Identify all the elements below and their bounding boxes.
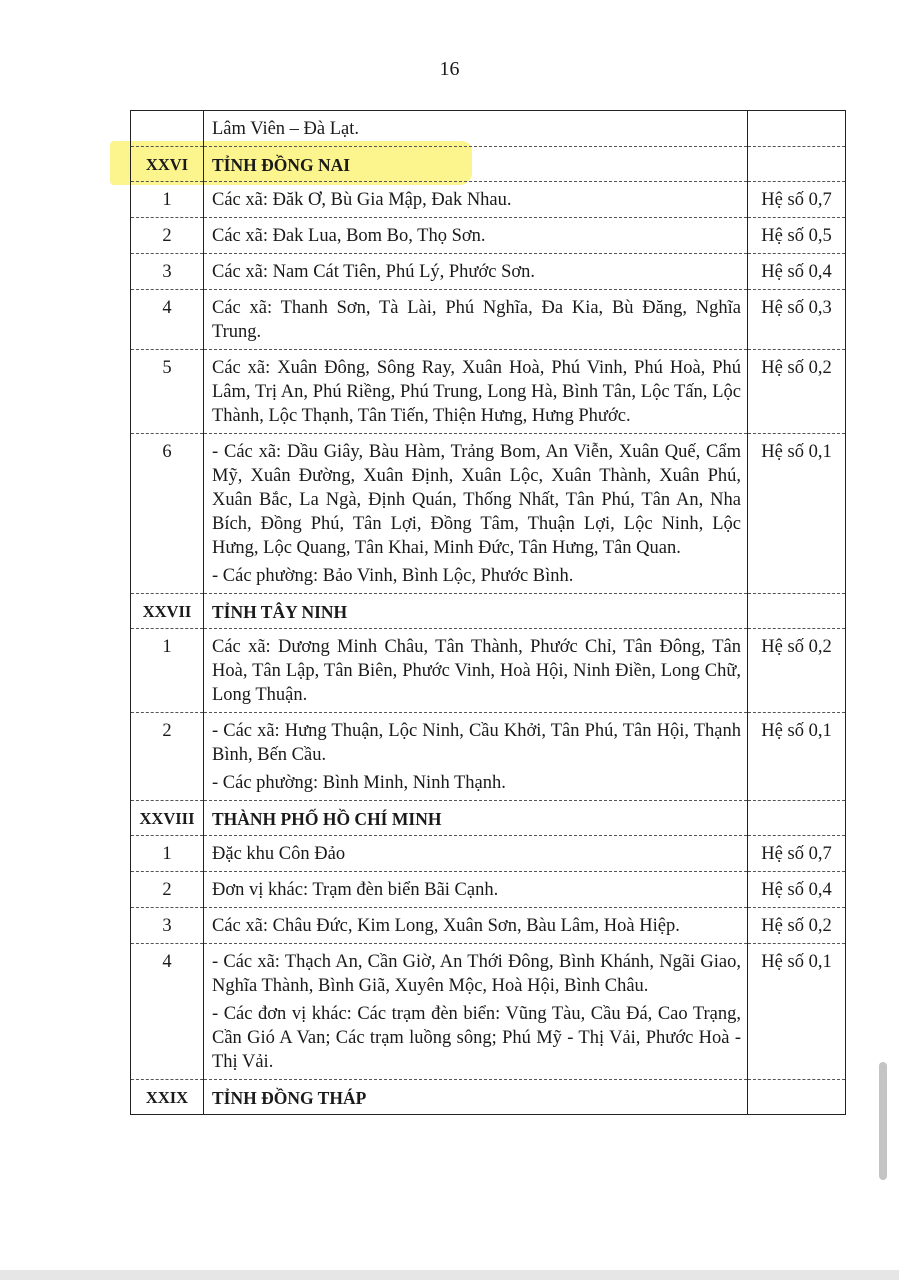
description-paragraph: Các xã: Châu Đức, Kim Long, Xuân Sơn, Bàu Lâm, Hoà Hiệp.: [212, 916, 680, 936]
coefficient-cell: Hệ số 0,4: [748, 872, 846, 908]
row-description: [204, 872, 748, 908]
coefficient-cell: Hệ số 0,2: [748, 908, 846, 944]
description-paragraph: - Các đơn vị khác: Các trạm đèn biển: Vũng Tàu, Cầu Đá, Cao Trạng, Cần Gió A Van; Các trạm luồng sông; Phú Mỹ - Thị Vải, Phước Hoà - Thị Vải.: [212, 1004, 741, 1072]
coefficient-cell: [748, 1080, 846, 1115]
coefficient-cell: Hệ số 0,4: [748, 254, 846, 290]
section-title: [204, 594, 748, 629]
section-number: XXVI: [131, 147, 204, 182]
table-row: [131, 944, 846, 1080]
description-paragraph: - Các xã: Hưng Thuận, Lộc Ninh, Cầu Khởi, Tân Phú, Tân Hội, Thạnh Bình, Bến Cầu.: [212, 721, 741, 765]
row-number: 5: [131, 350, 204, 434]
table-row: [131, 872, 846, 908]
table-row: [131, 629, 846, 713]
section-row: [131, 594, 846, 629]
row-description: [204, 290, 748, 350]
row-number: 4: [131, 944, 204, 1080]
coefficient-cell: Hệ số 0,5: [748, 218, 846, 254]
description-paragraph: TỈNH ĐỒNG THÁP: [212, 1088, 367, 1108]
coefficient-table: [130, 110, 846, 1115]
description-paragraph: TỈNH ĐỒNG NAI: [212, 155, 351, 175]
row-number: 1: [131, 836, 204, 872]
coefficient-cell: Hệ số 0,1: [748, 434, 846, 594]
coefficient-cell: Hệ số 0,2: [748, 350, 846, 434]
description-paragraph: Các xã: Đăk Ơ, Bù Gia Mập, Đak Nhau.: [212, 190, 512, 210]
section-row: [131, 1080, 846, 1115]
description-paragraph: TỈNH TÂY NINH: [212, 602, 348, 622]
row-number: 2: [131, 713, 204, 801]
coefficient-cell: Hệ số 0,2: [748, 629, 846, 713]
table-body: [131, 111, 846, 1115]
section-title: [204, 1080, 748, 1115]
section-row: [131, 801, 846, 836]
row-number: 6: [131, 434, 204, 594]
row-description: [204, 434, 748, 594]
section-title: [204, 147, 748, 182]
section-row: [131, 147, 846, 182]
row-number: 1: [131, 182, 204, 218]
row-number: 1: [131, 629, 204, 713]
row-number: 3: [131, 254, 204, 290]
row-number: 2: [131, 218, 204, 254]
description-paragraph: - Các xã: Dầu Giây, Bàu Hàm, Trảng Bom, An Viễn, Xuân Quế, Cẩm Mỹ, Xuân Đường, Xuân Định, Xuân Lộc, Xuân Thành, Xuân Phú, Xuân Bắc, La Ngà, Định Quán, Thống Nhất, Tân Phú, Tân An, Nha Bích, Đồng Phú, Tân Lợi, Đồng Tâm, Thuận Lợi, Lộc Ninh, Lộc Hưng, Lộc Quang, Tân Khai, Minh Đức, Tân Hưng, Tân Quan.: [212, 442, 741, 558]
table-row: [131, 182, 846, 218]
table-row: [131, 111, 846, 147]
description-paragraph: Đơn vị khác: Trạm đèn biển Bãi Cạnh.: [212, 880, 499, 900]
row-description: [204, 629, 748, 713]
description-paragraph: - Các phường: Bình Minh, Ninh Thạnh.: [212, 773, 506, 793]
table-row: [131, 290, 846, 350]
table-row: [131, 350, 846, 434]
description-paragraph: Đặc khu Côn Đảo: [212, 844, 346, 864]
description-paragraph: Các xã: Thanh Sơn, Tà Lài, Phú Nghĩa, Đa Kia, Bù Đăng, Nghĩa Trung.: [212, 298, 741, 342]
row-description: [204, 350, 748, 434]
section-number: XXVII: [131, 594, 204, 629]
table-row: [131, 713, 846, 801]
row-description: [204, 836, 748, 872]
description-paragraph: - Các phường: Bảo Vinh, Bình Lộc, Phước Bình.: [212, 566, 574, 586]
coefficient-cell: Hệ số 0,7: [748, 836, 846, 872]
coefficient-cell: [748, 147, 846, 182]
row-description: [204, 182, 748, 218]
row-description: [204, 111, 748, 147]
section-number: XXIX: [131, 1080, 204, 1115]
table-row: [131, 434, 846, 594]
section-number: XXVIII: [131, 801, 204, 836]
description-paragraph: Các xã: Xuân Đông, Sông Ray, Xuân Hoà, Phú Vinh, Phú Hoà, Phú Lâm, Trị An, Phú Riềng, Phú Trung, Long Hà, Bình Tân, Lộc Tấn, Lộc Thành, Lộc Thạnh, Tân Tiến, Thiện Hưng, Hưng Phước.: [212, 358, 741, 426]
description-paragraph: - Các xã: Thạch An, Cần Giờ, An Thới Đông, Bình Khánh, Ngãi Giao, Nghĩa Thành, Bình Giã, Xuyên Mộc, Hoà Hội, Bình Châu.: [212, 952, 741, 996]
coefficient-cell: Hệ số 0,1: [748, 713, 846, 801]
row-number: [131, 111, 204, 147]
table-row: [131, 218, 846, 254]
description-paragraph: Lâm Viên – Đà Lạt.: [212, 119, 360, 139]
page-number: 16: [439, 58, 460, 80]
table-row: [131, 836, 846, 872]
scrollbar[interactable]: [879, 1062, 887, 1180]
coefficient-cell: [748, 801, 846, 836]
description-paragraph: Các xã: Đak Lua, Bom Bo, Thọ Sơn.: [212, 226, 486, 246]
coefficient-cell: [748, 111, 846, 147]
section-title: [204, 801, 748, 836]
row-description: [204, 908, 748, 944]
coefficient-cell: Hệ số 0,7: [748, 182, 846, 218]
row-description: [204, 713, 748, 801]
bottom-strip: [0, 1270, 899, 1280]
table-row: [131, 254, 846, 290]
description-paragraph: Các xã: Nam Cát Tiên, Phú Lý, Phước Sơn.: [212, 262, 536, 282]
description-paragraph: Các xã: Dương Minh Châu, Tân Thành, Phước Chỉ, Tân Đông, Tân Hoà, Tân Lập, Tân Biên, Phước Vinh, Hoà Hội, Ninh Điền, Long Chữ, Long Thuận.: [212, 637, 741, 705]
row-description: [204, 254, 748, 290]
row-description: [204, 944, 748, 1080]
description-paragraph: THÀNH PHỐ HỒ CHÍ MINH: [212, 809, 442, 829]
coefficient-cell: Hệ số 0,1: [748, 944, 846, 1080]
row-number: 3: [131, 908, 204, 944]
table-row: [131, 908, 846, 944]
row-number: 2: [131, 872, 204, 908]
coefficient-cell: [748, 594, 846, 629]
row-number: 4: [131, 290, 204, 350]
coefficient-cell: Hệ số 0,3: [748, 290, 846, 350]
row-description: [204, 218, 748, 254]
